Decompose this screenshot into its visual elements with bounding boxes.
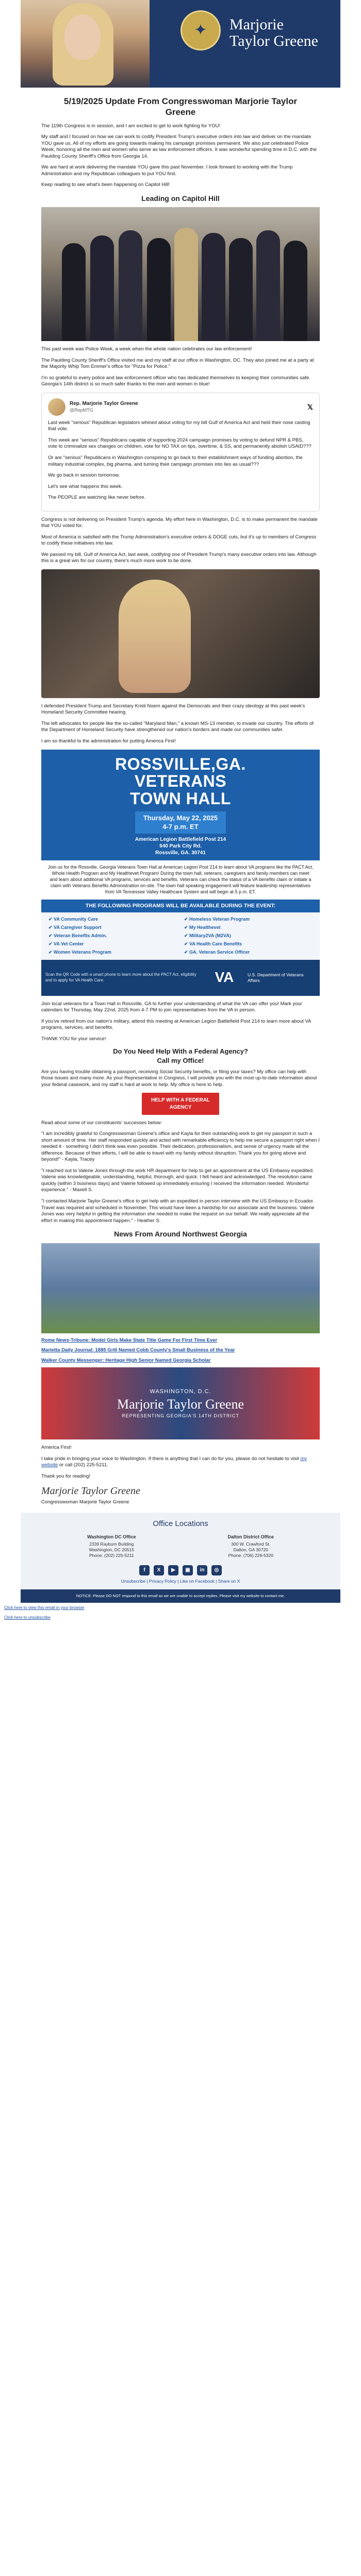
intro-paragraph: The 119th Congress is in session, and I am excited to get to work fighting for YOU! [41,123,221,129]
office-phone: Phone: (202) 225-5211 [89,1553,134,1558]
footer-banner [41,1367,320,1439]
social-icons [41,1565,320,1575]
body-paragraph: If you've retired from our nation's military, attend this meeting at American Legion Battlefield Post 214 to learn more about VA programs, services, and benefits. [41,1018,311,1031]
tweet-header [48,398,313,416]
flyer-address-line: American Legion Battlefield Post 214 [135,836,226,842]
closing-text: or call (202) 225-5211. [59,1462,108,1468]
help-paragraph: Are you having trouble obtaining a passport, receiving Social Security benefits, or filing your taxes? My office can help with those issues and many more. As your Representative in Congress, I will provide you with the most up-to-date information about your federal casework, and my staff is hard at work to help. My office is here to help. [41,1069,317,1088]
tweet-text: Let's see what happens this week. [48,483,123,489]
capitol-paragraph: I'm so grateful to every police and law enforcement officer who has dedicated themselves to keeping their communities safe. Georgia's 14th district is so much safer thanks to the men and women in blue! [41,375,310,387]
youtube-icon[interactable]: ▶ [168,1565,178,1575]
office-address: 2339 Rayburn Building [89,1541,134,1547]
office-name: Washington DC Office [87,1534,136,1540]
no-reply-notice: NOTICE: Please DO NOT respond to this email as we are unable to accept replies. Please visit my website to contact me. [21,1589,340,1603]
tweet-text: This week are "serious" Republicans capable of supporting 2024 campaign promises by voting to defund NPR & PBS, vote to criminalize sex changes on children, vote for NO TAX on tips, overtime, & SS, and permanently abolish USAID??? [48,437,311,450]
tweet-text: We go back in session tomorrow. [48,472,120,479]
closing-paragraph: America First! [41,1445,72,1451]
header-name-line2: Taylor Greene [229,32,318,49]
closing-paragraph [21,1456,340,1469]
office-dc [87,1534,136,1559]
news-link[interactable]: Walker County Messenger: Heritage High Senior Named Georgia Scholar [41,1357,211,1363]
banner-location: WASHINGTON, D.C. [150,1388,211,1395]
flyer-header [41,750,320,861]
banner-district: REPRESENTING GEORGIA'S 14TH DISTRICT [122,1413,239,1419]
list-item: ✔ VA Community Care [48,917,177,923]
office-address: Dalton, GA 30720 [233,1547,268,1553]
linkedin-icon[interactable]: in [197,1565,207,1575]
header-banner [21,0,340,88]
office-locations-title: Office Locations [153,1519,208,1529]
flyer-date-text: Thursday, May 22, 2025 [143,814,218,822]
list-item: ✔ Veteran Benefits Admin. [48,933,177,939]
testimonial: "I am incredibly grateful to Congresswoman Greene's office and Kayla for their outstanding work to get my passport in such a short amount of time. Her staff responded quickly and acted with remarkable efficiency to help me secure a passport right when I needed it - something I didn't think was even possible. Their dedication, professionalism, and sense of urgency made all the difference. Because of their efforts, I will be able to travel with my family without disruption. Thank you for going above and beyond!" - Kayla, Tracey [41,1131,320,1163]
intro-paragraph: My staff and I focused on how we can work to codify President Trump's executive orders into law and deliver on the mandate YOU gave us. All of my efforts are going towards making his campaign promises permanent. We also just celebrated Police Week, honoring all the men and women who serve as law enforcement officers. It was wonderful spending time in D.C. with the Paulding County Sheriff's Office from Georgia 14. [41,134,317,159]
help-heading: Do You Need Help With a Federal Agency? [113,1047,248,1056]
help-subheading: Call my Office! [157,1056,204,1064]
help-federal-agency-button[interactable]: HELP WITH A FEDERAL AGENCY [142,1093,219,1114]
office-dalton [228,1534,274,1559]
section-heading-news: News From Around Northwest Georgia [114,1230,247,1239]
list-item: ✔ VA Caregiver Support [48,925,177,931]
flyer-date [135,811,226,833]
news-link[interactable]: Rome News-Tribune: Model Girls Make State Title Game For First Time Ever [41,1337,218,1343]
office-list [41,1534,320,1559]
tweet-text: Or are "serious" Republicans in Washington conspiring to go back to their establishment ways of funding abortion, the military industrial complex, big pharma, and turning their campaign promises into lies as usual??? [48,455,303,467]
office-phone: Phone: (706) 226-5320 [228,1553,273,1558]
body-paragraph: We passed my bill, Gulf of America Act, last week, codifying one of President Trump's many executive orders into law. Although this is a great win for our country, there's much more work to be done. [41,551,317,564]
office-address: 300 W. Crawford St. [231,1541,271,1547]
facebook-icon[interactable]: f [139,1565,150,1575]
signature-name: Congresswoman Marjorie Taylor Greene [41,1499,129,1505]
intro-paragraph: We are hard at work delivering the mandate YOU gave this past November. I look forward to working with the Trump Administration and my Republican colleagues to put YOU first. [41,164,293,177]
list-item: ✔ Homeless Veteran Program [184,917,313,923]
section-heading-capitol: Leading on Capitol Hill [141,194,220,202]
unsubscribe-link[interactable]: Click here to unsubscribe [4,1615,51,1620]
office-name: Dalton District Office [227,1534,274,1540]
list-item: ✔ VA Vet Center [48,941,177,947]
capitol-paragraph: The Paulding County Sheriff's Office visited me and my staff at our office in Washington, DC. They also joined me at a party at the Majority Whip Tom Emmer's office for "Pizza for Police." [41,357,314,370]
avatar [48,398,65,416]
flyer-services-list [41,912,320,959]
email-container [21,0,340,1603]
body-paragraph: I defended President Trump and Secretary Kristi Noem against the Democrats and their crazy ideology at this past week's Homeland Security Committee hearing. [41,703,305,716]
flyer-footer [41,960,320,996]
flyer-address-line: Rossville, GA. 30741 [155,850,206,856]
header-name [229,16,318,49]
footer-links[interactable]: Unsubscribe | Privacy Policy | Like on Facebook | Share on X [121,1578,240,1584]
tweet-author-name: Rep. Marjorie Taylor Greene [70,401,138,407]
list-item: ✔ GA. Veteran Service Officer [184,950,313,956]
flyer-time: 4-7 p.m. ET [162,823,199,831]
body-paragraph: THANK YOU for your service! [41,1036,106,1042]
office-locations [21,1513,340,1589]
flyer-title-line: ROSSVILLE,GA. [115,754,246,773]
flyer-address [41,836,320,857]
embedded-tweet[interactable] [41,393,320,512]
header-name-line1: Marjorie [229,16,284,33]
list-item: ✔ Military2VA (M2VA) [184,933,313,939]
body-paragraph: I am so thankful to the administration for putting America First! [41,738,176,744]
body-paragraph: Most of America is satisfied with the Trump Administration's executive orders & DOGE cuts, but it's up to members of Congress to codify these initiatives into law. [41,534,317,547]
instagram-icon[interactable]: ◎ [211,1565,222,1575]
gettr-icon[interactable]: ▣ [183,1565,193,1575]
house-seal-icon: ✦ [180,10,221,50]
signature: Marjorie Taylor Greene [41,1485,140,1497]
intro-paragraph: Keep reading to see what's been happening on Capitol Hill! [41,182,170,188]
body-paragraph: The left advocates for people like the so-called "Maryland Man," a known MS-13 member, to invade our country. The efforts of the Department of Homeland Security have strengthened our nation's borders and made our communities safer. [41,720,314,733]
qr-note: Scan the QR Code with a smart phone to learn more about the PACT Act, eligibility and to apply for VA Health Care. [45,972,196,982]
tweet-text: Last week "serious" Republican legislators whined about voting for my bill Gulf of America Act and held their nose casting that vote. [48,419,310,432]
news-photo [41,1243,320,1333]
list-item: ✔ My Healthevet [184,925,313,931]
x-icon[interactable]: X [154,1565,164,1575]
hearing-video-thumbnail[interactable] [41,569,320,698]
list-item: ✔ VA Health Care Benefits [184,941,313,947]
website-link[interactable]: my website [41,1455,307,1468]
view-in-browser-link[interactable]: Click here to view this email in your browser [4,1605,85,1610]
va-department-name: U.S. Department of Veterans Affairs [248,972,304,983]
body-paragraph: Join local veterans for a Town Hall in Rossville, GA to further your understanding of what the VA can offer you! Mark your calendars for Thursday, May 22nd, 2025 from 4-7 PM to join representatives from the VA in person. [41,1001,302,1013]
flyer-title-line: TOWN HALL [130,789,231,808]
flyer-address-line: 940 Park City Rd. [159,843,202,849]
header-photo [21,0,150,88]
closing-text: I take pride in bringing your voice to Washington. If there is anything that I can do for you, please do not hesitate to visit [41,1455,299,1462]
tweet-text: The PEOPLE are watching like never before. [48,495,146,501]
closing-paragraph: Thank you for reading! [41,1473,91,1479]
help-lead: Read about some of our constituents' successes below: [41,1120,162,1126]
flyer-description: Join us for the Rossville, Georgia Veterans Town Hall at American Legion Post 214 to learn about VA programs like the PACT Act, Whole Health Program and My Healthevet Program! During the town hall, veterans, caregivers and family members can meet and learn about additional VA programs, services and benefits. Veterans can check the status of a VA benefits claim or initiate a claim with Veterans Benefits Administration on-site. The town hall speaking engagement will feature leadership representatives from VA Tennessee Valley Healthcare System and will begin at 5 p.m. ET. [41,860,320,899]
office-address: Washington, DC 20515 [89,1547,135,1553]
testimonial: "I reached out to Valerie Jones through the work HR department for help to get an appointment at the US Embassy expedited. Valerie was knowledgeable, understanding, helpful, thorough, and quick. I felt heard and acknowledged. The resolution came quickly (within 3 business days) and Valerie followed up immediately ensuring I received the information needed. Wonderful experience." - Maxell S. [41,1167,314,1193]
flyer-title-line: VETERANS [134,772,227,791]
list-item: ✔ Women Veterans Program [48,950,177,956]
body-paragraph: Congress is not delivering on President Trump's agenda. My effort here in Washington, D.C. is to make permanent the mandate that YOU voted for. [41,516,318,529]
x-logo-icon: 𝕏 [307,402,313,411]
capitol-paragraph: This past week was Police Week, a week when the whole nation celebrates our law enforcement! [41,346,252,352]
police-week-photo [41,207,320,341]
newsletter-title: 5/19/2025 Update From Congresswoman Marjorie Taylor Greene [63,96,298,117]
town-hall-flyer [41,750,320,996]
tweet-author-handle: @RepMTG [70,407,93,413]
va-logo: VA [215,969,234,986]
news-link[interactable]: Marietta Daily Journal: 1885 Grill Named Cobb County's Small Business of the Year [41,1347,235,1353]
testimonial: "I contacted Marjorie Taylor Greene's office to get help with an expedited in person interview with the US Embassy in Ecuador. Travel was required and scheduled in November. This would have been a hardship for our associate and the business. Valerie Jones was very helpful in getting the information she needed to make the request on our behalf. We really appreciate all the effort in making this appointment happen." - Heather S. [41,1198,315,1224]
flyer-programs-heading: THE FOLLOWING PROGRAMS WILL BE AVAILABLE DURING THE EVENT: [41,900,320,913]
banner-name: Marjorie Taylor Greene [117,1396,244,1412]
